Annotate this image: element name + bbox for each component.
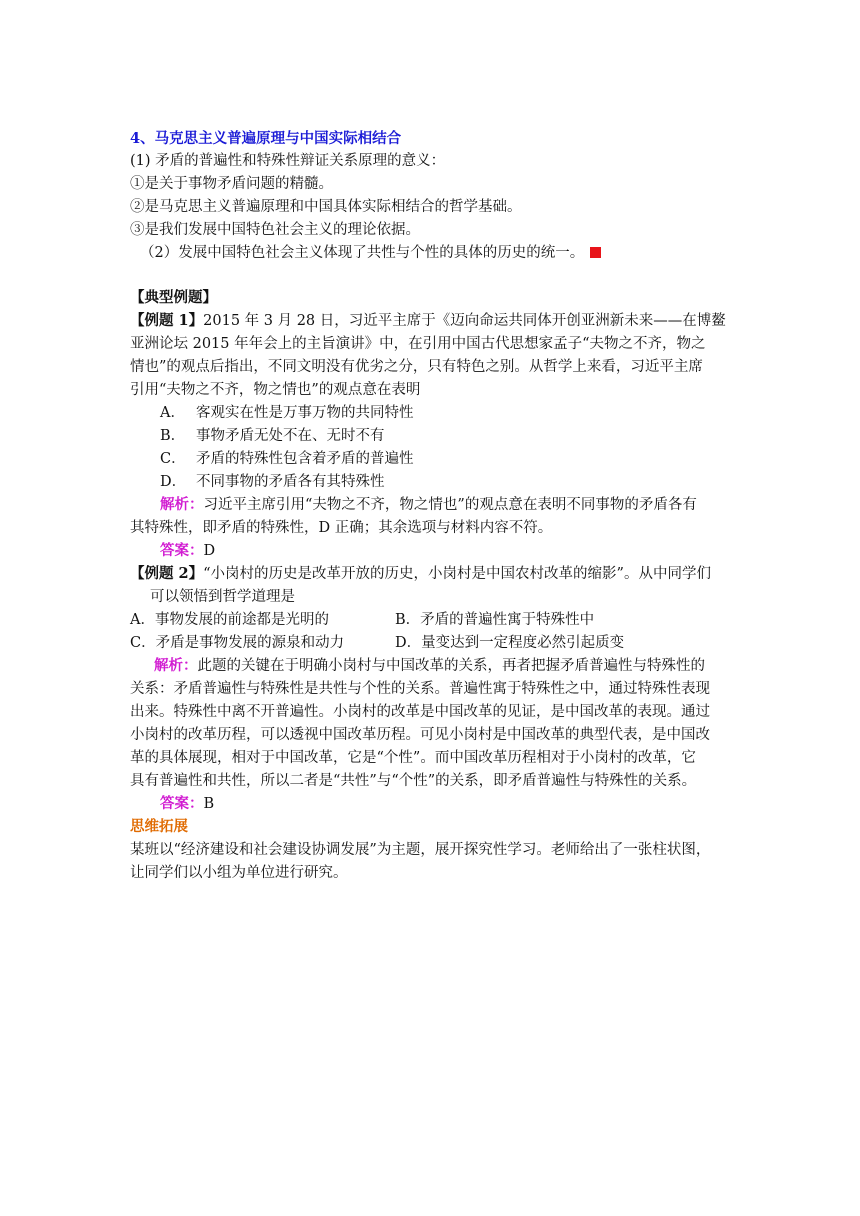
analysis-text: 其特殊性，即矛盾的特殊性，D 正确；其余选项与材料内容不符。: [130, 520, 553, 536]
section-title: 4、马克思主义普遍原理与中国实际相结合: [130, 130, 402, 147]
paragraph-text: （2）发展中国特色社会主义体现了共性与个性的具体的历史的统一。: [140, 245, 585, 261]
example-1-text: 情也”的观点后指出，不同文明没有优劣之分，只有特色之别。从哲学上来看，习近平主席: [130, 359, 703, 375]
option-text: 矛盾的特殊性包含着矛盾的普遍性: [196, 451, 414, 467]
paragraph: (1) 矛盾的普遍性和特殊性辩证关系原理的意义：: [130, 153, 446, 169]
option-key: B．: [160, 428, 186, 444]
answer-label: 答案：: [160, 542, 204, 559]
example-2-label: 【例题 2】: [130, 565, 204, 582]
option-key: D．: [395, 635, 422, 651]
answer-line: [160, 793, 214, 815]
extension-text: 某班以“经济建设和社会建设协调发展”为主题，展开探究性学习。老师给出了一张柱状图，: [130, 842, 711, 858]
option-key: A．: [160, 405, 185, 421]
extension-text: 让同学们以小组为单位进行研究。: [130, 865, 348, 881]
option-text: 矛盾的普遍性寓于特殊性中: [420, 612, 595, 628]
analysis-text: 出来。特殊性中离不开普遍性。小岗村的改革是中国改革的见证，是中国改革的表现。通过: [130, 704, 710, 720]
option-key: A．: [130, 612, 155, 628]
analysis-line: [160, 494, 697, 516]
analysis-label: 解析：: [160, 496, 204, 513]
option-d: [160, 471, 385, 493]
analysis-text: 习近平主席引用“夫物之不齐，物之情也”的观点意在表明不同事物的矛盾各有: [203, 497, 697, 513]
end-marker-icon: [590, 247, 601, 258]
analysis-label: 解析：: [154, 657, 198, 674]
example-2-text: 可以领悟到哲学道理是: [150, 589, 295, 605]
example-2-text: “小岗村的历史是改革开放的历史，小岗村是中国农村改革的缩影”。从中同学们: [203, 566, 711, 582]
answer-value: D: [203, 543, 216, 559]
analysis-text: 此题的关键在于明确小岗村与中国改革的关系，再者把握矛盾普遍性与特殊性的: [197, 658, 705, 674]
option-key: C．: [160, 451, 186, 467]
option-text: 矛盾是事物发展的源泉和动力: [155, 635, 345, 651]
option-text: 事物矛盾无处不在、无时不有: [196, 428, 385, 444]
paragraph: [140, 242, 601, 264]
option-b: [395, 609, 594, 631]
list-item: ③是我们发展中国特色社会主义的理论依据。: [130, 222, 420, 238]
option-text: 客观实在性是万事万物的共同特性: [196, 405, 414, 421]
analysis-text: 关系：矛盾普遍性与特殊性是共性与个性的关系。普遍性寓于特殊性之中，通过特殊性表现: [130, 681, 710, 697]
option-a: [160, 402, 414, 424]
extension-title: 思维拓展: [130, 818, 188, 835]
answer-value: B: [203, 796, 215, 812]
option-text: 事物发展的前途都是光明的: [154, 612, 329, 628]
example-1-text: 引用“夫物之不齐，物之情也”的观点意在表明: [130, 382, 421, 398]
analysis-text: 小岗村的改革历程，可以透视中国改革历程。可见小岗村是中国改革的典型代表，是中国改: [130, 727, 710, 743]
list-item: ①是关于事物矛盾问题的精髓。: [130, 176, 333, 192]
option-c: [160, 448, 414, 470]
option-d: [395, 632, 624, 654]
analysis-line: [154, 655, 705, 677]
analysis-text: 革的具体展现，相对于中国改革，它是“个性”。而中国改革历程相对于小岗村的改革，它: [130, 750, 696, 766]
option-key: B．: [395, 612, 421, 628]
answer-label: 答案：: [160, 795, 204, 812]
examples-heading: 【典型例题】: [130, 289, 217, 306]
option-key: D．: [160, 474, 187, 490]
analysis-text: 具有普遍性和共性，所以二者是“共性”与“个性”的关系，即矛盾普遍性与特殊性的关系。: [130, 773, 697, 789]
option-key: C．: [130, 635, 156, 651]
answer-line: [160, 540, 215, 562]
option-b: [160, 425, 385, 447]
example-1-text: 亚洲论坛 2015 年年会上的主旨演讲》中，在引用中国古代思想家孟子“夫物之不齐，物之: [130, 336, 706, 352]
example-1-line: [130, 310, 726, 332]
option-row: [130, 632, 625, 654]
option-text: 量变达到一定程度必然引起质变: [421, 635, 625, 651]
example-1-label: 【例题 1】: [130, 312, 204, 329]
option-row: [130, 609, 595, 631]
option-text: 不同事物的矛盾各有其特殊性: [196, 474, 385, 490]
example-1-text: 2015 年 3 月 28 日，习近平主席于《迈向命运共同体开创亚洲新未来——在博鳌: [203, 313, 726, 329]
list-item: ②是马克思主义普遍原理和中国具体实际相结合的哲学基础。: [130, 199, 522, 215]
example-2-line: [130, 563, 711, 585]
